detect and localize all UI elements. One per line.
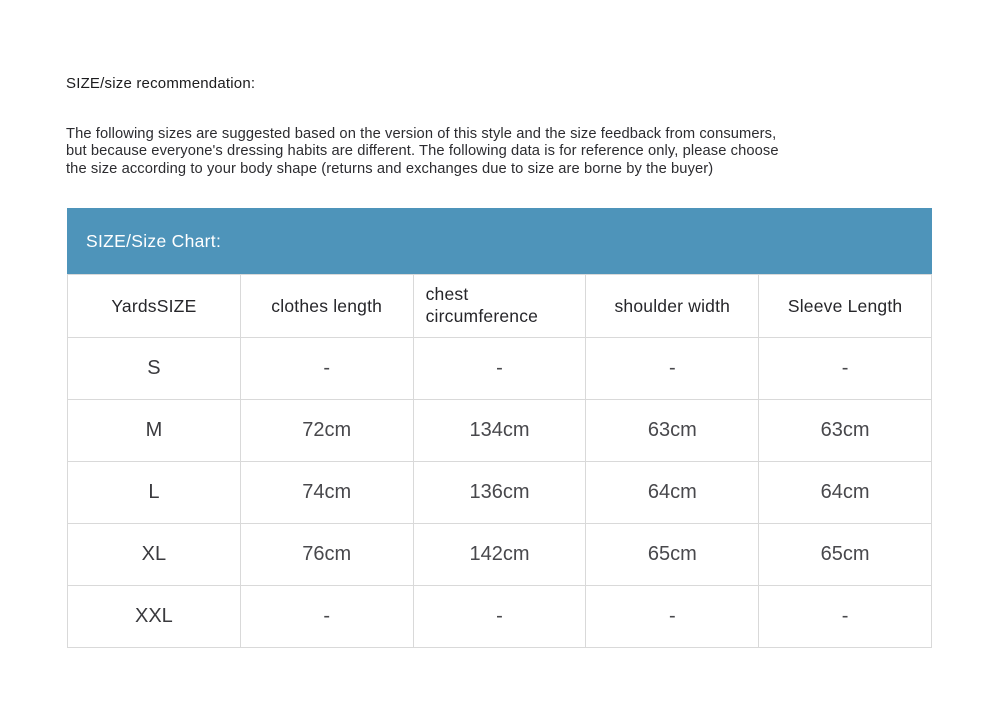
sleeve-length-cell: 65cm	[759, 524, 932, 586]
clothes-length-cell: -	[240, 586, 413, 648]
size-cell: S	[68, 338, 241, 400]
size-cell: L	[68, 462, 241, 524]
chest-circumference-cell: -	[413, 338, 586, 400]
shoulder-width-cell: 65cm	[586, 524, 759, 586]
clothes-length-cell: 72cm	[240, 400, 413, 462]
sleeve-length-cell: 64cm	[759, 462, 932, 524]
paragraph-line: the size according to your body shape (returns and exchanges due to size are borne by the buyer)	[66, 160, 714, 177]
shoulder-width-cell: 64cm	[586, 462, 759, 524]
table-row-s	[68, 338, 932, 400]
paragraph-line: but because everyone's dressing habits are different. The following data is for reference only, please choose	[66, 143, 779, 160]
size-disclaimer-paragraph	[66, 126, 942, 178]
sleeve-length-cell: 63cm	[759, 400, 932, 462]
clothes-length-cell: 74cm	[240, 462, 413, 524]
chest-circumference-cell: 136cm	[413, 462, 586, 524]
table-row-l	[68, 462, 932, 524]
chest-circumference-cell: 134cm	[413, 400, 586, 462]
size-chart-title: SIZE/Size Chart:	[86, 230, 222, 251]
column-header-size: YardsSIZE	[68, 275, 241, 338]
size-chart-title-bar	[67, 208, 932, 274]
size-cell: XXL	[68, 586, 241, 648]
clothes-length-cell: -	[240, 338, 413, 400]
column-header-shoulder-width: shoulder width	[586, 275, 759, 338]
column-header-clothes-length: clothes length	[240, 275, 413, 338]
table-row-xxl	[68, 586, 932, 648]
shoulder-width-cell: -	[586, 338, 759, 400]
table-row-xl	[68, 524, 932, 586]
chest-circumference-cell: -	[413, 586, 586, 648]
column-header-sleeve-length: Sleeve Length	[759, 275, 932, 338]
header-row	[68, 275, 932, 338]
size-table	[67, 274, 932, 648]
clothes-length-cell: 76cm	[240, 524, 413, 586]
table-row-m	[68, 400, 932, 462]
page-title: SIZE/size recommendation:	[66, 75, 256, 92]
sleeve-length-cell: -	[759, 586, 932, 648]
sleeve-length-cell: -	[759, 338, 932, 400]
column-header-chest-circumference: chest circumference	[413, 275, 586, 338]
shoulder-width-cell: -	[586, 586, 759, 648]
chest-circumference-cell: 142cm	[413, 524, 586, 586]
size-cell: XL	[68, 524, 241, 586]
size-cell: M	[68, 400, 241, 462]
shoulder-width-cell: 63cm	[586, 400, 759, 462]
paragraph-line: The following sizes are suggested based on the version of this style and the size feedback from consumers,	[66, 126, 777, 142]
